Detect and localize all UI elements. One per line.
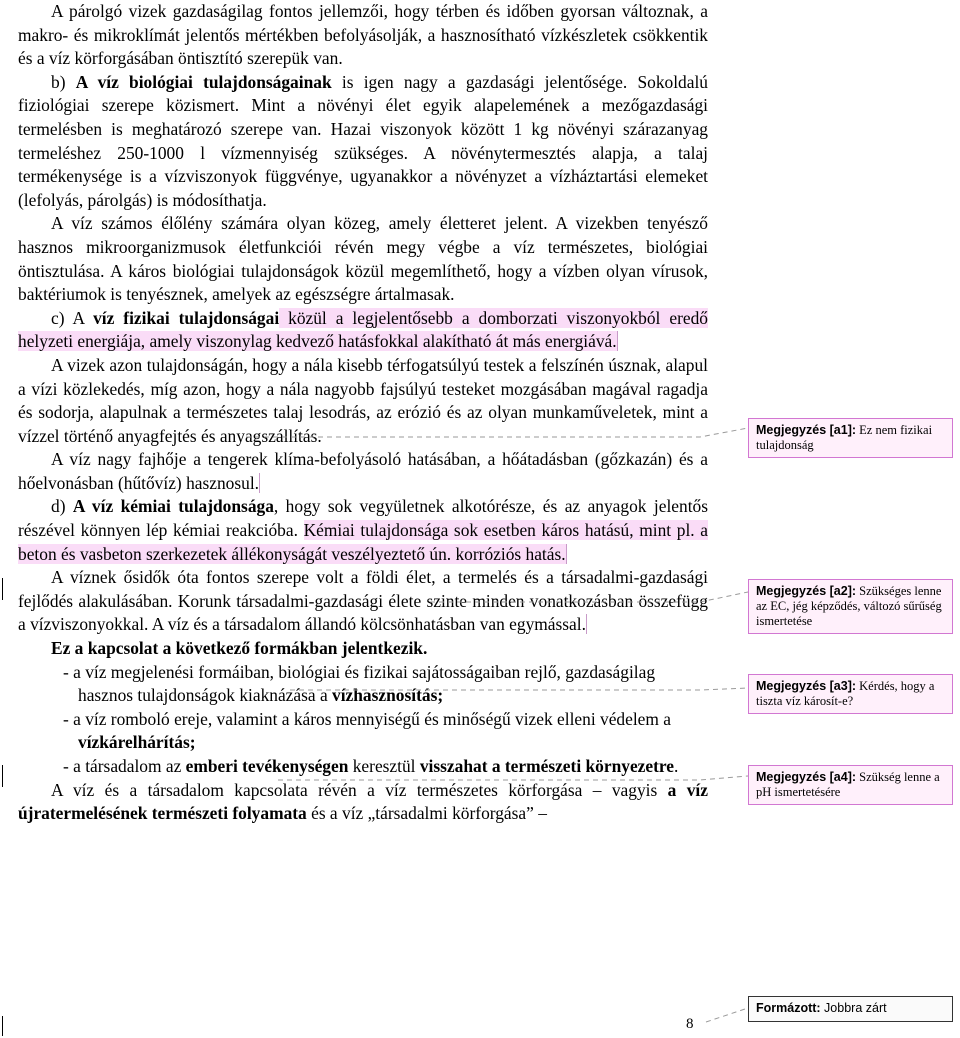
list-item-text: keresztül [348, 756, 420, 776]
list-item-keyword: vízkárelhárítás; [78, 732, 196, 753]
list-item-keyword: visszahat a természeti környezetre [419, 756, 675, 776]
paragraph-text: , hogy sok vegyületnek alkotórésze, és az anyagok jelentős részével könnyen lép kémiai reakcióba. [18, 496, 708, 541]
forms-heading: Ez a kapcsolat a következő formákban jelentkezik. [51, 638, 428, 659]
comment-balloon-a4[interactable] [748, 765, 953, 805]
paragraph-text: és a víz „társadalmi körforgása” – [306, 803, 547, 824]
list-item-text: . [674, 756, 679, 776]
comment-balloon-a1[interactable] [748, 418, 953, 458]
section-heading-physical: víz fizikai tulajdonságai [93, 307, 280, 328]
paragraph-buoyancy: A vizek azon tulajdonságán, hogy a nála kisebb térfogatsúlyú testek a felszínén úsznak, alapul a vízi közlekedés, míg azon, hogy a nála nagyobb fajsúlyú testeket mozgásában magával ragadja és sodorja, alapulnak a természetes talaj lesodrás, az erózió és az olyan munkaműveletek, mint a vízzel történő anyagfejtés és anyagszállítás. [18, 354, 708, 446]
list-item-keyword: vízhasznosítás; [332, 685, 444, 706]
comment-balloon-a2[interactable] [748, 579, 953, 634]
paragraph-evaporating-water: A párolgó vizek gazdaságilag fontos jellemzői, hogy térben és időben gyorsan változnak, a makro- és mikroklímát jelentős mértékben befolyásolják, a hasznosítható vízkészletek csökkentik és a víz körforgásában öntisztító szerepük van. [18, 1, 708, 69]
section-heading-biological: A víz biológiai tulajdonságainak [75, 71, 332, 92]
commented-text-a4[interactable]: A víznek ősidők óta fontos szerepe volt a földi élet, a termelés és a társadalmi-gazdasági fejlődés alakulásában. Korunk társadalmi-gazdasági élete szinte minden vonatkozásban összefügg a vízviszonyokkal. A víz és a társadalom állandó kölcsönhatásban van egymással. [18, 567, 708, 635]
commented-text-a1[interactable]: közül a legjelentősebb a domborzati viszonyokból eredő helyzeti energiája, amely viszonylag kedvező hatásfokkal alakítható át más energiává. [18, 307, 708, 352]
paragraph-keyword: a víz újratermelésének természeti folyamata [18, 779, 708, 824]
commented-text-a3[interactable]: Kémiai tulajdonsága sok esetben káros hatású, mint pl. a beton és vasbeton szerkezetek állékonyságát veszélyeztető ún. korróziós hatás. [18, 520, 709, 564]
paragraph-living-environment: A víz számos élőlény számára olyan közeg, amely életteret jelent. A vizekben tenyésző hasznos mikroorganizmusok életfunkciói révén megy végbe a víz természetes, biológiai öntisztulása. A káros biológiai tulajdonságok közül megemlíthető, hogy a vízben olyan vírusok, baktériumok is tenyésznek, amelyek az egészségre ártalmasak. [18, 213, 708, 305]
comment-text: Szükség lenne a pH ismertetésére [756, 770, 940, 799]
section-marker: b) [51, 71, 76, 92]
formatting-balloon[interactable] [748, 996, 953, 1022]
paragraph-text: A víz és a társadalom kapcsolata révén a víz természetes körforgása – vagyis [51, 779, 668, 800]
section-marker: c) A [51, 307, 94, 328]
comment-text: Szükséges lenne az EC, jég képződés, változó sűrűség ismertetése [756, 584, 942, 628]
comment-text: Ez nem fizikai tulajdonság [756, 423, 933, 452]
page-number: 8 [686, 1016, 694, 1032]
list-item-text: - a társadalom az [63, 756, 186, 776]
comment-label: Megjegyzés [a1]: [756, 423, 857, 437]
commented-text-a2[interactable]: A víz nagy fajhője a tengerek klíma-befolyásoló hatásában, a hőátadásban (gőzkazán) és a hőelvonásban (hűtővíz) hasznosul. [18, 449, 708, 493]
list-item-keyword: emberi tevékenységen [185, 756, 349, 776]
format-label: Formázott: [756, 1001, 821, 1015]
comment-label: Megjegyzés [a3]: [756, 679, 857, 693]
section-heading-chemical: A víz kémiai tulajdonsága [72, 496, 274, 517]
comment-label: Megjegyzés [a4]: [756, 770, 857, 784]
list-item-text: - a víz megjelenési formáiban, biológiai és fizikai sajátosságaiban rejlő, gazdaságilag hasznos tulajdonságok kiaknázása a [63, 661, 656, 706]
paragraph-text: is igen nagy a gazdasági jelentősége. Sokoldalú fiziológiai szerepe közismert. Mint a növényi élet egyik alapelemének a mezőgazdasági termelésben is meghatározó szerepe van. Hazai viszonyok között 1 kg növényi szárazanyag termeléshez 250-1000 l vízmennyiség szükséges. A növénytermesztés alapja, a talaj termékenysége is a vízviszonyok függvénye, ugyanakkor a növényzet a vízháztartási elemeket (lefolyás, párolgás) is módosíthatja. [18, 71, 708, 210]
section-marker: d) [51, 496, 73, 517]
list-item-text: - a víz romboló ereje, valamint a káros mennyiségű és minőségű vizek elleni védelem a [63, 708, 671, 729]
format-text: Jobbra zárt [820, 1001, 887, 1015]
comment-text: Kérdés, hogy a tiszta víz károsít-e? [756, 679, 935, 708]
comment-label: Megjegyzés [a2]: [756, 584, 857, 598]
comment-balloon-a3[interactable] [748, 674, 953, 714]
